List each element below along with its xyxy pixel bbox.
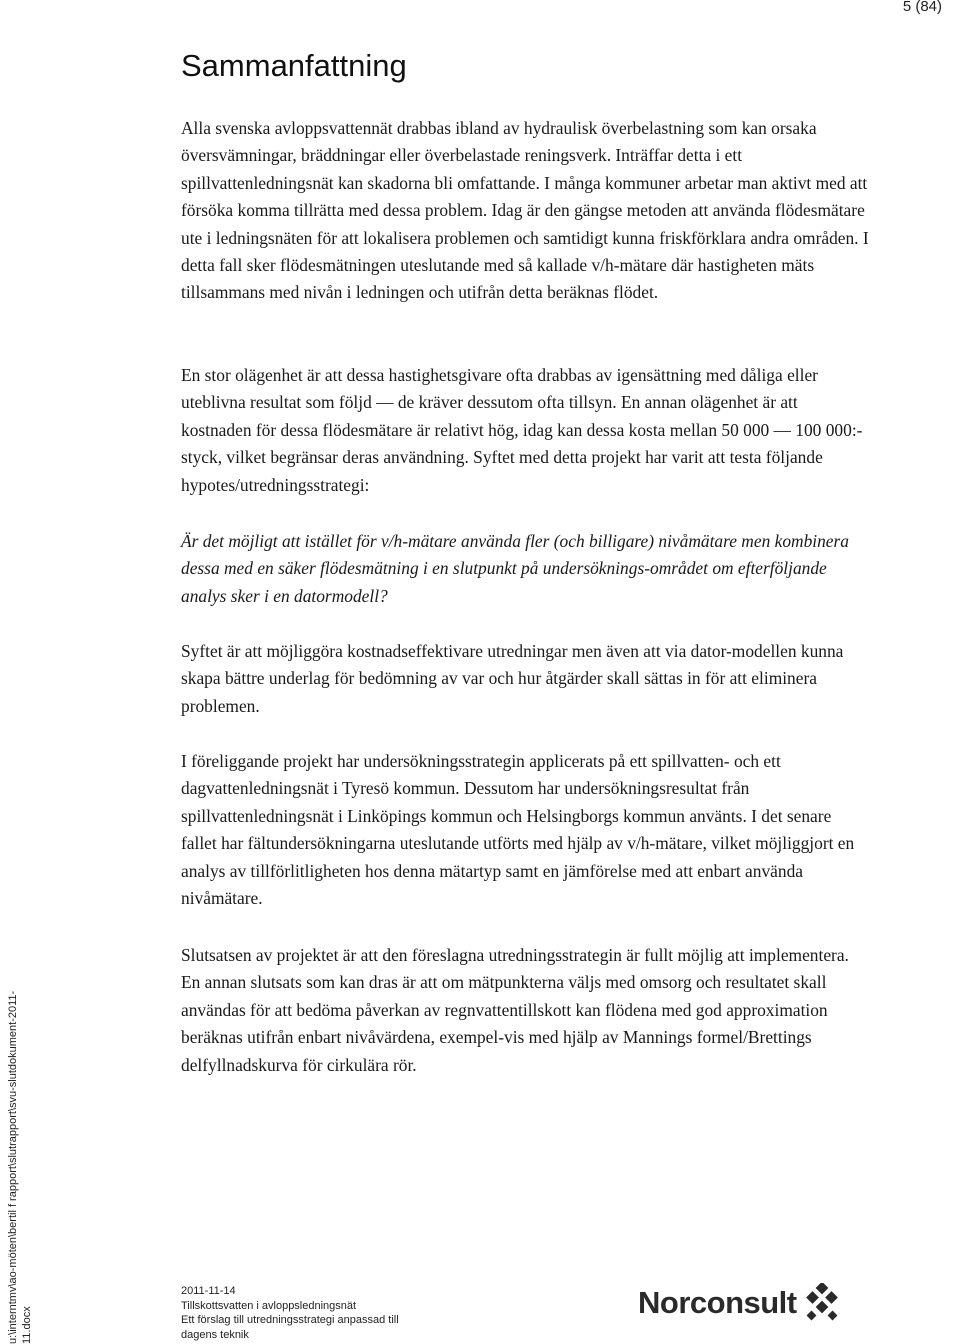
paragraph-application: I föreliggande projekt har undersökningsstrategin applicerats på ett spillvatten- och ett dagvattenledningsnät i Tyresö kommun. Dessutom har undersökningsresultat från spillvattenledningsnät i Linköpings kommun och Helsingborgs kommun använts. I det senare fallet har fältundersökningarna uteslutande utförts med hjälp av v/h-mätare, vilket möjliggjort en analys av tillförlitligheten hos denna mätartyp samt en jämförelse med att enbart använda nivåmätare. bbox=[181, 751, 855, 909]
diamond-logo-icon bbox=[803, 1283, 843, 1323]
footer-date: 2011-11-14 bbox=[181, 1285, 236, 1297]
norconsult-logo bbox=[638, 1283, 843, 1323]
footer-subtitle-cont: dagens teknik bbox=[181, 1328, 249, 1341]
footer-info bbox=[181, 1284, 421, 1342]
file-path-line1: u:\interntmv\ao-möten\bertil f rapport\slutrapport\svu-slutdokument-2011- bbox=[7, 990, 19, 1344]
file-path-line2: 11.docx bbox=[21, 1306, 33, 1344]
page-number: 5 (84) bbox=[902, 0, 942, 15]
paragraph-hypothesis: Är det möjligt att istället för v/h-mätare använda fler (och billigare) nivåmätare men kombinera dessa med en säker flödesmätning i en slutpunkt på undersöknings-området om efterföljande analys sker i en datormodell? bbox=[181, 531, 849, 606]
page-title: Sammanfattning bbox=[181, 48, 407, 83]
paragraph-conclusion: Slutsatsen av projektet är att den föreslagna utredningsstrategin är fullt möjlig att implementera. En annan slutsats som kan dras är att om mätpunkterna väljs med omsorg och resultatet skall användas för att bedöma påverkan av regnvattentillskott kan flödena med god approximation beräknas utifrån enbart nivåvärdena, exempel-vis med hjälp av Mannings formel/Brettings delfyllnadskurva för cirkulära rör. bbox=[181, 945, 849, 1075]
footer-subtitle: Ett förslag till utredningsstrategi anpassad till bbox=[181, 1314, 399, 1326]
file-path-vertical bbox=[6, 991, 34, 1344]
paragraph-intro: Alla svenska avloppsvattennät drabbas ibland av hydraulisk överbelastning som kan orsaka översvämningar, bräddningar eller överbelastade reningsverk. Inträffar detta i ett spillvattenledningsnät kan skadorna bli omfattande. I många kommuner arbetar man aktivt med att försöka komma tillrätta med dessa problem. Idag är den gängse metoden att använda flödesmätare ute i ledningsnäten för att lokalisera problemen och samtidigt kunna friskförklara andra områden. I detta fall sker flödesmätningen uteslutande med så kallade v/h-mätare där hastigheten mäts tillsammans med nivån i ledningen och utifrån detta beräknas flödet. bbox=[181, 118, 869, 303]
paragraph-problem: En stor olägenhet är att dessa hastighetsgivare ofta drabbas av igensättning med dåliga eller uteblivna resultat som följd — de kräver dessutom ofta tillsyn. En annan olägenhet är att kostnaden för dessa flödesmätare är relativt hög, idag kan dessa kosta mellan 50 000 — 100 000:- styck, vilket begränsar deras användning. Syftet med detta projekt har varit att testa följande hypotes/utredningsstrategi: bbox=[181, 365, 863, 495]
paragraph-purpose: Syftet är att möjliggöra kostnadseffektivare utredningar men även att via dator-modellen kunna skapa bättre underlag för bedömning av var och hur åtgärder skall sättas in för att eliminera problemen. bbox=[181, 641, 844, 716]
footer-project-title: Tillskottsvatten i avloppsledningsnät bbox=[181, 1299, 357, 1312]
logo-text: Norconsult bbox=[638, 1285, 797, 1320]
